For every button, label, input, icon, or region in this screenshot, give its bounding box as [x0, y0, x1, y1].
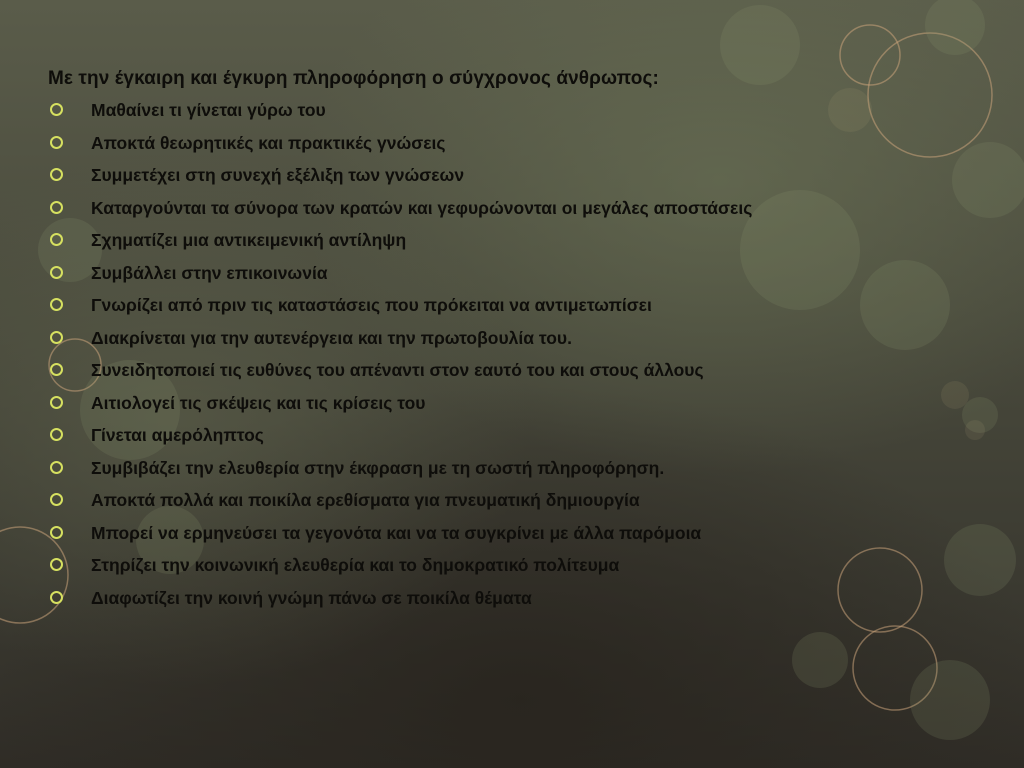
list-item [46, 324, 946, 357]
circle-outline-bullet-icon [50, 363, 63, 376]
list-item-text: Αιτιολογεί τις σκέψεις και τις κρίσεις του [91, 392, 426, 413]
slide-content [46, 68, 946, 616]
list-item [46, 584, 946, 617]
list-item-text: Συμβάλλει στην επικοινωνία [91, 262, 328, 283]
list-item-text: Μαθαίνει τι γίνεται γύρω του [91, 100, 326, 120]
list-item-text: Γίνεται αμερόληπτος [91, 425, 264, 445]
list-item-text: Συνειδητοποιεί τις ευθύνες του απέναντι στον εαυτό του και στους άλλους [91, 360, 704, 380]
circle-outline-bullet-icon [50, 331, 63, 344]
list-item-text: Διακρίνεται για την αυτενέργεια και την πρωτοβουλία του. [91, 327, 572, 348]
list-item [46, 421, 946, 454]
list-item-text: Συμμετέχει στη συνεχή εξέλιξη των γνώσεων [91, 165, 465, 185]
circle-outline-bullet-icon [50, 396, 63, 409]
list-item [46, 291, 946, 324]
circle-outline-bullet-icon [50, 558, 63, 571]
list-item [46, 129, 946, 162]
list-item-text: Διαφωτίζει την κοινή γνώμη πάνω σε ποικίλα θέματα [91, 587, 532, 608]
circle-outline-bullet-icon [50, 201, 63, 214]
list-item-text: Συμβιβάζει την ελευθερία στην έκφραση με τη σωστή πληροφόρηση. [91, 457, 665, 478]
list-item [46, 486, 946, 519]
circle-outline-bullet-icon [50, 591, 63, 604]
list-item-text: Αποκτά θεωρητικές και πρακτικές γνώσεις [91, 132, 446, 153]
slide-heading: Με την έγκαιρη και έγκυρη πληροφόρηση ο σύγχρονος άνθρωπος: [48, 68, 659, 89]
list-item [46, 96, 946, 129]
circle-outline-bullet-icon [50, 168, 63, 181]
list-item [46, 194, 946, 227]
list-item [46, 551, 946, 584]
list-item-text: Μπορεί να ερμηνεύσει τα γεγονότα και να τα συγκρίνει με άλλα παρόμοια [91, 522, 702, 543]
circle-outline-bullet-icon [50, 136, 63, 149]
circle-outline-bullet-icon [50, 428, 63, 441]
circle-outline-bullet-icon [50, 266, 63, 279]
circle-outline-bullet-icon [50, 493, 63, 506]
list-item-text: Σχηματίζει μια αντικειμενική αντίληψη [91, 230, 407, 250]
list-item-text: Καταργούνται τα σύνορα των κρατών και γεφυρώνονται οι μεγάλες αποστάσεις [91, 197, 753, 218]
bullet-list [46, 96, 946, 616]
circle-outline-bullet-icon [50, 461, 63, 474]
list-item [46, 519, 946, 552]
list-item [46, 454, 946, 487]
list-item [46, 389, 946, 422]
list-item [46, 226, 946, 259]
list-item [46, 161, 946, 194]
list-item-text: Γνωρίζει από πριν τις καταστάσεις που πρόκειται να αντιμετωπίσει [91, 295, 652, 315]
circle-outline-bullet-icon [50, 103, 63, 116]
list-item [46, 259, 946, 292]
list-item [46, 356, 946, 389]
circle-outline-bullet-icon [50, 526, 63, 539]
circle-outline-bullet-icon [50, 233, 63, 246]
list-item-text: Στηρίζει την κοινωνική ελευθερία και το δημοκρατικό πολίτευμα [91, 555, 620, 575]
circle-outline-bullet-icon [50, 298, 63, 311]
list-item-text: Αποκτά πολλά και ποικίλα ερεθίσματα για πνευματική δημιουργία [91, 490, 640, 510]
